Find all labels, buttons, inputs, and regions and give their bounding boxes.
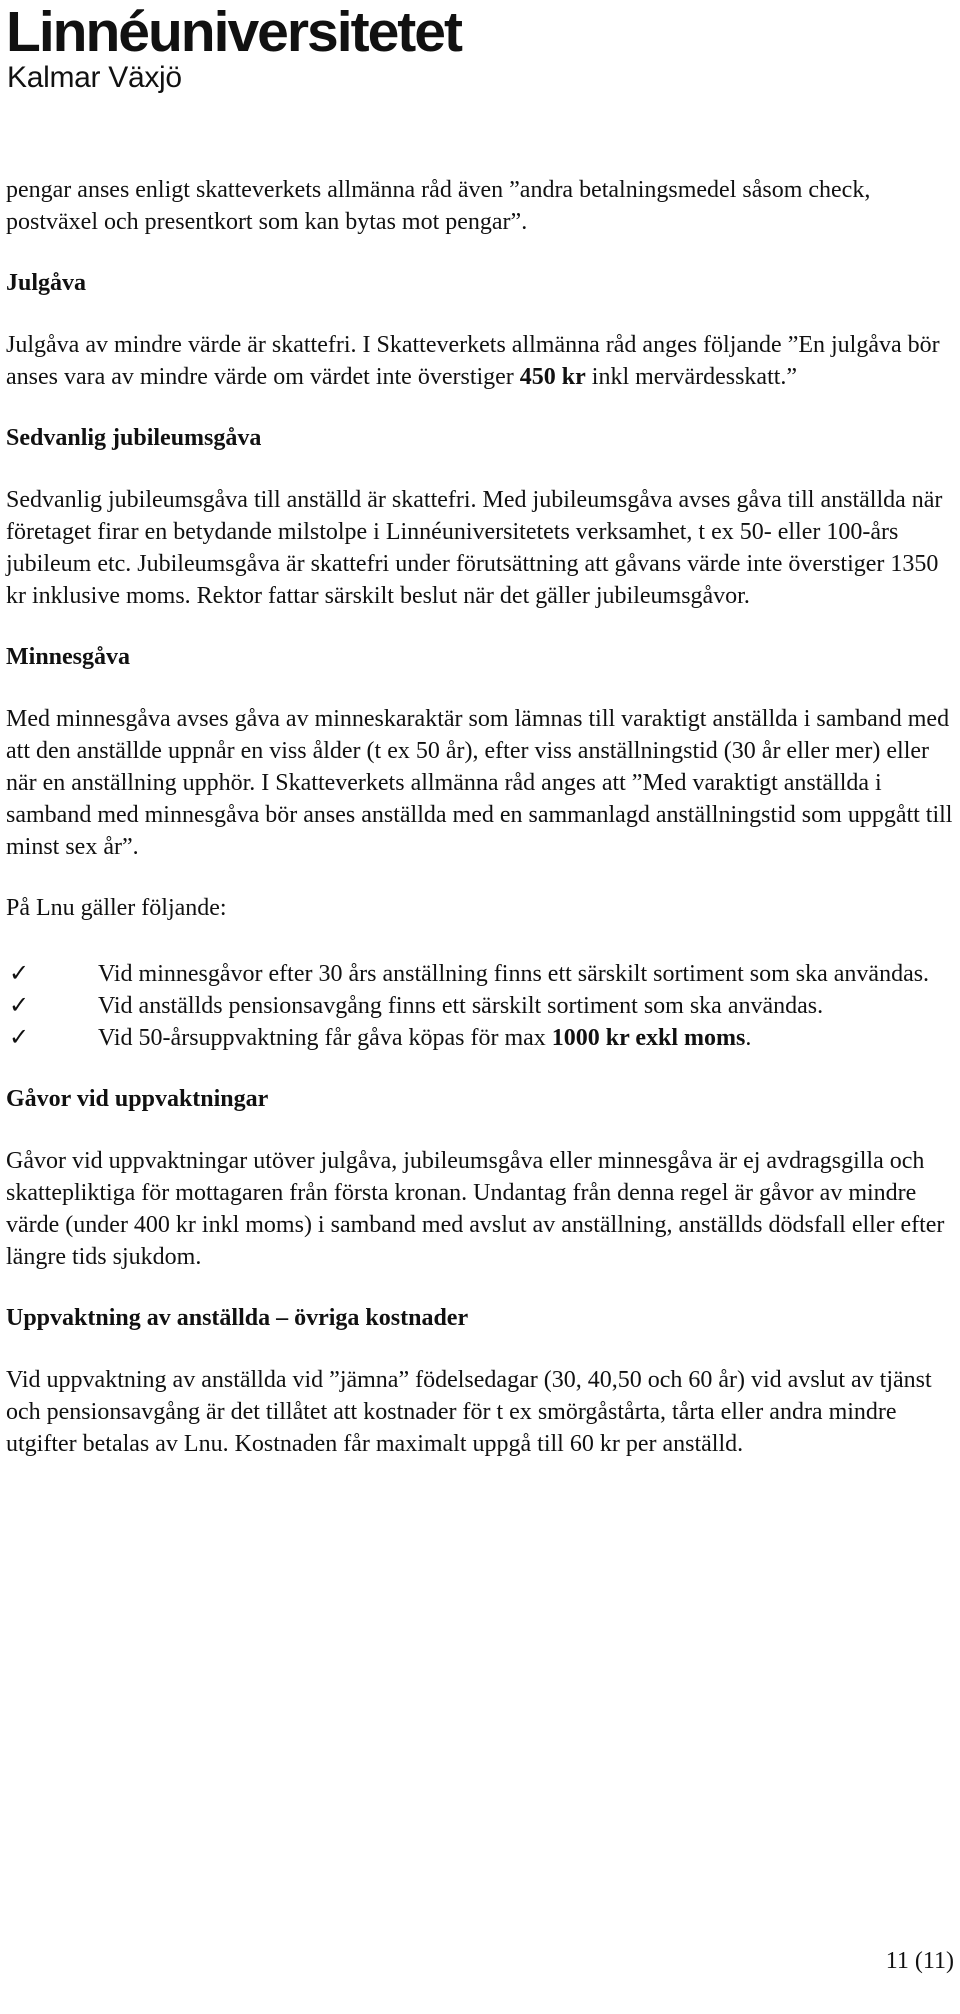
university-logo-name: Linnéuniversitetet <box>6 0 461 64</box>
intro-paragraph: pengar anses enligt skatteverkets allmänna råd även ”andra betalningsmedel såsom check, postväxel och presentkort som kan bytas mot pengar”. <box>6 177 871 235</box>
list-item-text-after: . <box>745 1025 752 1051</box>
section-heading-ovriga-kostnader: Uppvaktning av anställda – övriga kostnader <box>6 1305 469 1331</box>
list-item <box>6 990 956 1022</box>
julgava-text-before: Julgåva av mindre värde är skattefri. I Skatteverkets allmänna råd anges följande ”En julgåva bör anses vara av mindre värde om värdet inte överstiger <box>6 332 940 390</box>
document-body <box>6 174 956 1489</box>
uppvaktningar-paragraph: Gåvor vid uppvaktningar utöver julgåva, jubileumsgåva eller minnesgåva är ej avdragsgilla och skattepliktiga för mottagaren från första kronan. Undantag från denna regel är gåvor av mindre värde (under 400 kr inkl moms) i samband med avslut av anställning, anställds dödsfall eller efter längre tids sjukdom. <box>6 1148 945 1270</box>
section-heading-minnesgava: Minnesgåva <box>6 644 131 670</box>
checkmark-icon: ✓ <box>9 993 30 1019</box>
julgava-paragraph <box>6 329 956 393</box>
section-heading-julgava: Julgåva <box>6 270 87 296</box>
checkmark-icon: ✓ <box>9 1025 30 1051</box>
section-heading-jubileum: Sedvanlig jubileumsgåva <box>6 425 262 451</box>
julgava-text-after: inkl mervärdesskatt.” <box>585 364 798 390</box>
page-number: 11 (11) <box>885 1948 954 1974</box>
list-item-text: Vid minnesgåvor efter 30 års anställning finns ett särskilt sortiment som ska användas. <box>98 961 930 987</box>
list-item-text: Vid anställds pensionsavgång finns ett särskilt sortiment som ska användas. <box>98 993 824 1019</box>
ovriga-kostnader-paragraph: Vid uppvaktning av anställda vid ”jämna” födelsedagar (30, 40,50 och 60 år) vid avslut av tjänst och pensionsavgång är det tillåtet att kostnader för t ex smörgåstårta, tårta eller andra mindre utgifter betalas av Lnu. Kostnaden får maximalt uppgå till 60 kr per anställd. <box>6 1367 932 1457</box>
list-item-text-before: Vid 50-årsuppvaktning får gåva köpas för max <box>98 1025 552 1051</box>
lnu-rules-list <box>6 958 956 1054</box>
minnesgava-paragraph: Med minnesgåva avses gåva av minneskaraktär som lämnas till varaktigt anställda i samband med att den anställde uppnår en viss ålder (t ex 50 år), efter viss anställningstid (30 år eller mer) eller när en anställning upphör. I Skatteverkets allmänna råd anges att ”Med varaktigt anställda i samband med minnesgåva bör anses anställda med en sammanlagd anställningstid som uppgått till minst sex år”. <box>6 706 953 860</box>
university-logo-subtitle: Kalmar Växjö <box>7 61 182 94</box>
page-header <box>6 2 461 94</box>
checkmark-icon: ✓ <box>9 961 30 987</box>
jubileum-paragraph: Sedvanlig jubileumsgåva till anställd är skattefri. Med jubileumsgåva avses gåva till anställda när företaget firar en betydande milstolpe i Linnéuniversitetets verksamhet, t ex 50- eller 100-års jubileum etc. Jubileumsgåva är skattefri under förutsättning att gåvans värde inte överstiger 1350 kr inklusive moms. Rektor fattar särskilt beslut när det gäller jubileumsgåvor. <box>6 487 943 609</box>
section-heading-uppvaktningar: Gåvor vid uppvaktningar <box>6 1086 269 1112</box>
list-item-bold-amount: 1000 kr exkl moms <box>551 1025 746 1051</box>
lnu-rules-intro: På Lnu gäller följande: <box>6 895 227 921</box>
julgava-amount: 450 kr <box>519 364 586 390</box>
list-item <box>6 1022 956 1054</box>
list-item <box>6 958 956 990</box>
